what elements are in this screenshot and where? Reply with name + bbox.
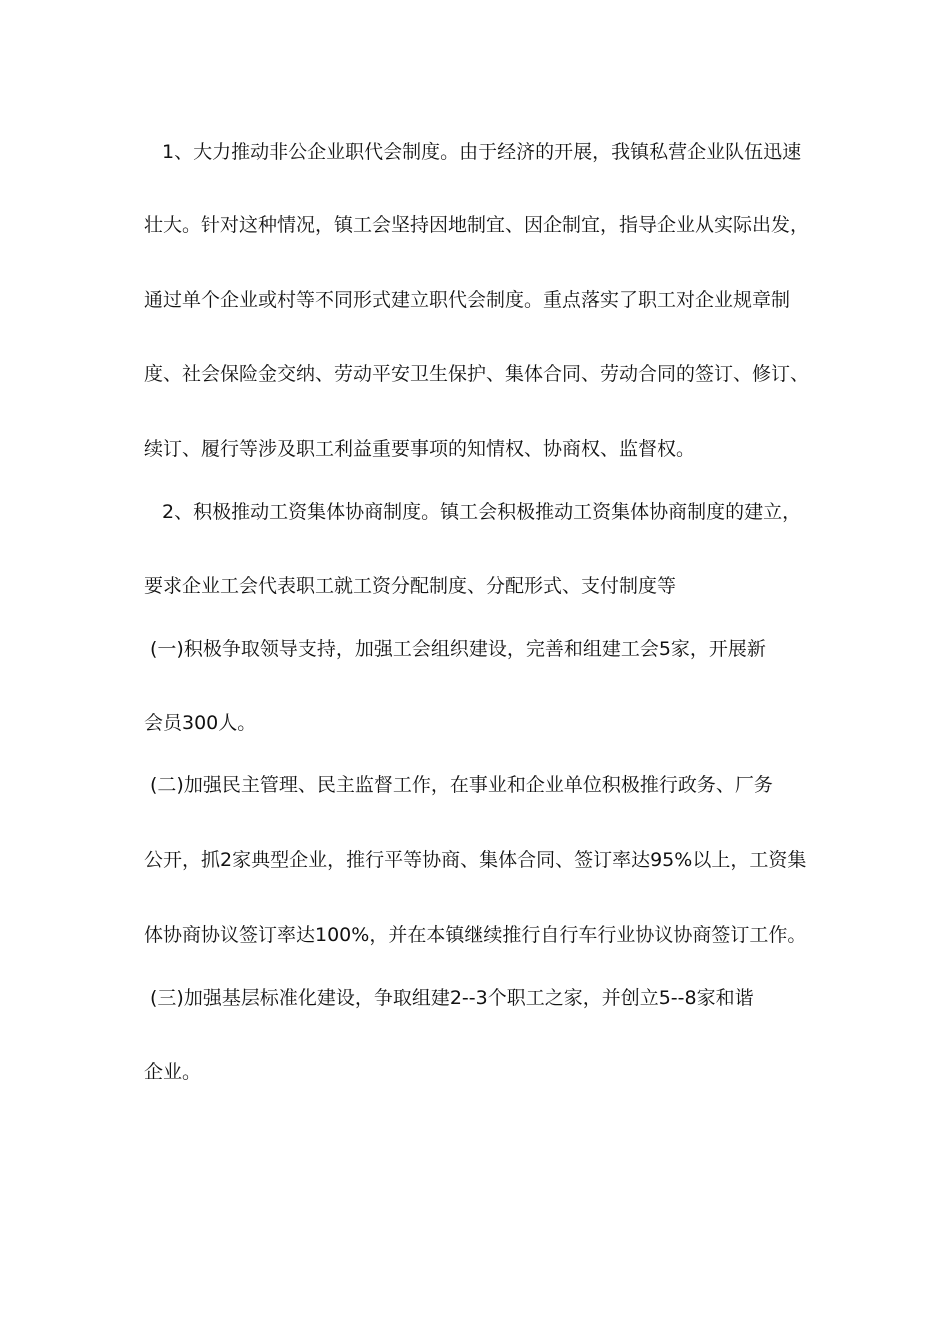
paragraph-1-line-4: 度、社会保险金交纳、劳动平安卫生保护、集体合同、劳动合同的签订、修订、 bbox=[144, 363, 810, 385]
paragraph-1-line-5: 续订、履行等涉及职工利益重要事项的知情权、协商权、监督权。 bbox=[144, 438, 696, 460]
item-1-line-1: (一)积极争取领导支持，加强工会组织建设，完善和组建工会5家，开展新 bbox=[150, 638, 766, 660]
paragraph-2-line-2: 要求企业工会代表职工就工资分配制度、分配形式、支付制度等 bbox=[144, 575, 677, 597]
item-1-line-2: 会员300人。 bbox=[144, 712, 257, 734]
paragraph-2-line-1: 2、积极推动工资集体协商制度。镇工会积极推动工资集体协商制度的建立， bbox=[162, 501, 802, 523]
paragraph-1-line-1: 1、大力推动非公企业职代会制度。由于经济的开展，我镇私营企业队伍迅速 bbox=[162, 141, 802, 163]
item-3-line-1: (三)加强基层标准化建设，争取组建2--3个职工之家，并创立5--8家和谐 bbox=[150, 987, 754, 1009]
item-2-line-1: (二)加强民主管理、民主监督工作，在事业和企业单位积极推行政务、厂务 bbox=[150, 774, 773, 796]
paragraph-1-line-2: 壮大。针对这种情况，镇工会坚持因地制宜、因企制宜，指导企业从实际出发， bbox=[144, 214, 810, 236]
item-2-line-3: 体协商协议签订率达100%，并在本镇继续推行自行车行业协议协商签订工作。 bbox=[144, 924, 807, 946]
paragraph-1-line-3: 通过单个企业或村等不同形式建立职代会制度。重点落实了职工对企业规章制 bbox=[144, 289, 791, 311]
item-2-line-2: 公开，抓2家典型企业，推行平等协商、集体合同、签订率达95%以上，工资集 bbox=[144, 849, 807, 871]
item-3-line-2: 企业。 bbox=[144, 1061, 202, 1083]
